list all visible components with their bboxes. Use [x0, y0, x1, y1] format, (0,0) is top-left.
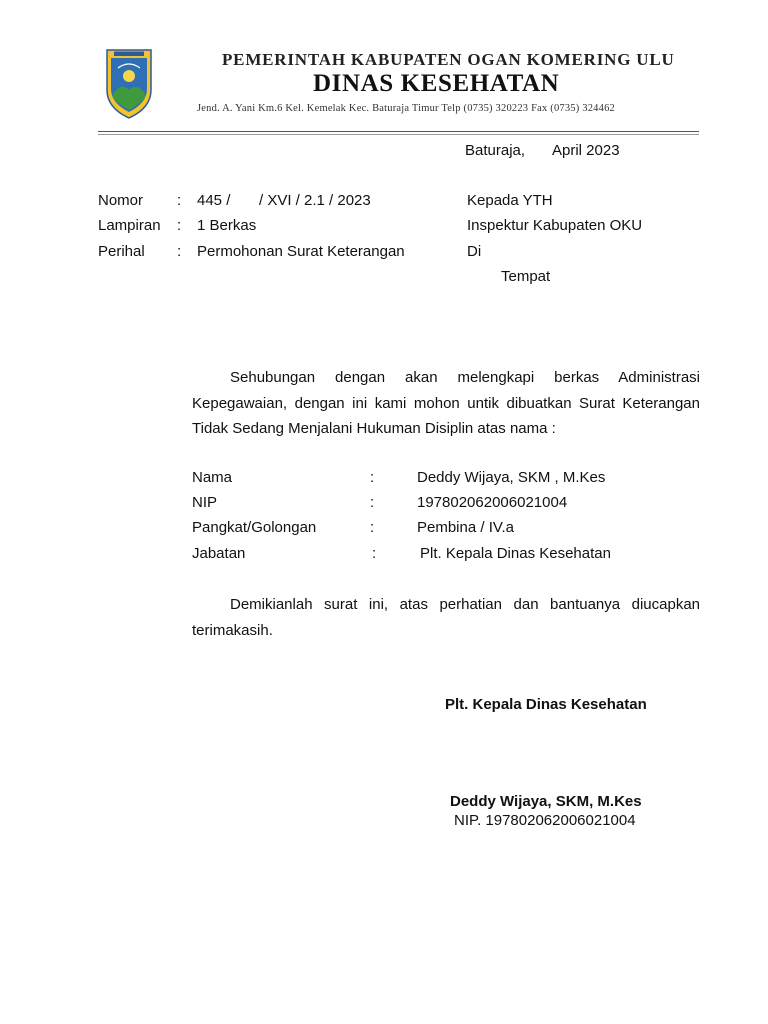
meta-value-number: 445 / [197, 192, 231, 209]
regency-emblem-logo [104, 46, 154, 120]
department-address: Jend. A. Yani Km.6 Kel. Kemelak Kec. Baturaja Timur Telp (0735) 320223 Fax (0735) 324462 [197, 103, 615, 114]
detail-separator: : [370, 494, 375, 511]
meta-label-attachment: Lampiran [98, 217, 161, 234]
letter-place: Baturaja, [465, 142, 526, 159]
government-name: PEMERINTAH KABUPATEN OGAN KOMERING ULU [222, 50, 675, 69]
meta-value-number-suffix: / XVI / 2.1 / 2023 [259, 192, 371, 209]
signature-nip: NIP. 197802062006021004 [454, 812, 636, 829]
detail-separator: : [370, 469, 375, 486]
body-intro-paragraph [192, 365, 700, 442]
meta-separator: : [177, 243, 182, 260]
detail-label-nip: NIP [192, 494, 218, 511]
meta-value-subject: Permohonan Surat Keterangan [197, 243, 405, 260]
closing-paragraph [192, 592, 700, 643]
meta-label-number: Nomor [98, 192, 144, 209]
detail-value-rank: Pembina / IV.a [417, 519, 515, 536]
detail-value-position: Plt. Kepala Dinas Kesehatan [420, 545, 611, 562]
department-name: DINAS KESEHATAN [313, 70, 560, 97]
detail-value-name: Deddy Wijaya, SKM , M.Kes [417, 469, 606, 486]
letterhead-divider-thin [98, 134, 699, 135]
meta-label-subject: Perihal [98, 243, 145, 260]
signature-name: Deddy Wijaya, SKM, M.Kes [450, 793, 642, 810]
signature-title: Plt. Kepala Dinas Kesehatan [445, 696, 647, 713]
letter-date: April 2023 [552, 142, 620, 159]
detail-label-name: Nama [192, 469, 233, 486]
detail-value-nip: 197802062006021004 [417, 494, 568, 511]
detail-label-rank: Pangkat/Golongan [192, 519, 317, 536]
meta-separator: : [177, 217, 182, 234]
detail-separator: : [370, 519, 375, 536]
meta-separator: : [177, 192, 182, 209]
detail-label-position: Jabatan [192, 545, 246, 562]
letterhead-divider [98, 131, 699, 132]
recipient-line-4: Tempat [501, 268, 551, 285]
recipient-line-3: Di [467, 243, 482, 260]
recipient-line-1: Kepada YTH [467, 192, 553, 209]
meta-value-attachment: 1 Berkas [197, 217, 257, 234]
closing-text: Demikianlah surat ini, atas perhatian dan bantuanya diucapkan terimakasih. [192, 596, 700, 639]
detail-separator: : [372, 545, 377, 562]
body-intro-text: Sehubungan dengan akan melengkapi berkas Administrasi Kepegawaian, dengan ini kami mohon untik dibuatkan Surat Keterangan Tidak Sedang Menjalani Hukuman Disiplin atas nama : [192, 369, 700, 437]
recipient-line-2: Inspektur Kabupaten OKU [467, 217, 643, 234]
